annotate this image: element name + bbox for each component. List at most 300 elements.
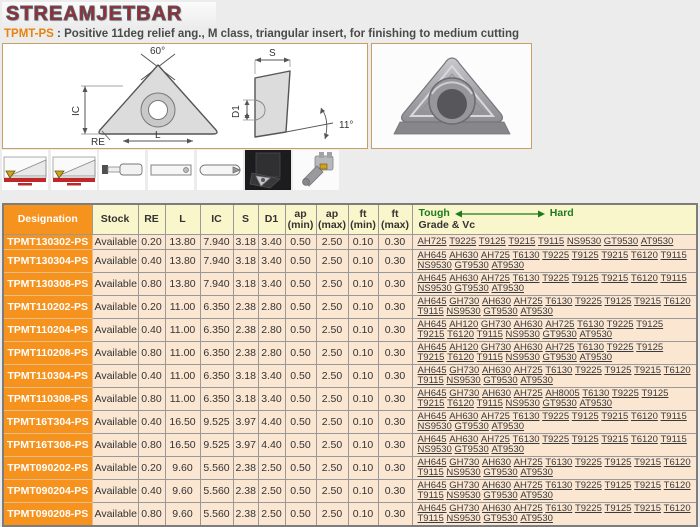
- grade-link[interactable]: GH730: [449, 388, 480, 399]
- stock-cell: Available: [92, 411, 138, 434]
- grade-link[interactable]: GH730: [480, 319, 512, 330]
- grade-link[interactable]: AH725: [480, 250, 510, 261]
- l-cell: 11.00: [165, 365, 200, 388]
- grade-link[interactable]: T6130: [512, 250, 540, 261]
- grade-link[interactable]: T9215: [508, 236, 536, 247]
- grade-link[interactable]: AH630: [481, 365, 512, 376]
- grade-link[interactable]: T6120: [663, 457, 691, 468]
- d1-cell: 4.40: [258, 411, 285, 434]
- grade-link[interactable]: NS9530: [417, 444, 452, 455]
- s-cell: 3.97: [233, 434, 258, 457]
- boring-bar-icon: [51, 150, 97, 190]
- holder-thumbnail-round-bar[interactable]: [197, 150, 243, 190]
- grade-link[interactable]: T9225: [542, 273, 570, 284]
- grade-link[interactable]: T9215: [417, 352, 445, 363]
- re-cell: 0.20: [138, 235, 165, 250]
- grades-cell: [412, 296, 697, 319]
- grade-link[interactable]: NS9530: [505, 352, 540, 363]
- grade-link[interactable]: AH725: [513, 480, 543, 491]
- grade-link[interactable]: AH630: [481, 388, 512, 399]
- grades-cell: [412, 434, 697, 457]
- grade-link[interactable]: AT9530: [640, 236, 674, 247]
- grade-link[interactable]: AH645: [417, 365, 447, 376]
- grade-link[interactable]: T9225: [606, 342, 634, 353]
- ic-cell: 5.560: [200, 480, 233, 503]
- grade-link[interactable]: T9225: [542, 411, 570, 422]
- grade-link[interactable]: T6130: [577, 342, 604, 353]
- title-separator: :: [53, 28, 65, 40]
- designation-cell[interactable]: TPMT090202-PS: [3, 457, 92, 480]
- grade-link[interactable]: T9215: [601, 434, 629, 445]
- grade-link[interactable]: GH730: [449, 296, 480, 307]
- grade-link[interactable]: T9225: [542, 250, 570, 261]
- ic-cell: 6.350: [200, 365, 233, 388]
- ic-dimension-label: IC: [71, 106, 82, 116]
- grade-link[interactable]: AH645: [417, 434, 447, 445]
- grade-link[interactable]: AT9530: [579, 329, 613, 340]
- grades-cell: [412, 319, 697, 342]
- grade-link[interactable]: AH725: [545, 319, 575, 330]
- designation-cell[interactable]: TPMT130308-PS: [3, 273, 92, 296]
- grade-link[interactable]: T9215: [601, 411, 629, 422]
- grade-link[interactable]: T6120: [663, 503, 691, 514]
- s-cell: 3.18: [233, 388, 258, 411]
- grade-link[interactable]: AH725: [417, 236, 447, 247]
- grade-link[interactable]: T9215: [634, 365, 662, 376]
- grade-link[interactable]: T9115: [660, 411, 687, 422]
- grade-link[interactable]: T6130: [577, 319, 604, 330]
- grade-link[interactable]: AT9530: [520, 375, 553, 386]
- grade-link[interactable]: T9125: [604, 503, 632, 514]
- re-cell: 0.20: [138, 296, 165, 319]
- grade-link[interactable]: AH630: [481, 457, 512, 468]
- s-cell: 2.38: [233, 457, 258, 480]
- ap-max-cell: 2.50: [316, 319, 348, 342]
- table-header-row: [3, 204, 697, 235]
- grade-link[interactable]: AH630: [481, 503, 512, 514]
- grade-link[interactable]: AT9530: [491, 260, 525, 271]
- grade-link[interactable]: GT9530: [542, 352, 577, 363]
- grade-link[interactable]: T9225: [542, 434, 570, 445]
- grade-link[interactable]: T9125: [604, 457, 632, 468]
- grade-link[interactable]: AH725: [513, 365, 543, 376]
- s-cell: 3.18: [233, 250, 258, 273]
- d1-cell: 2.80: [258, 296, 285, 319]
- grade-link[interactable]: NS9530: [417, 260, 452, 271]
- ap-max-cell: 2.50: [316, 342, 348, 365]
- grades-cell: [412, 388, 697, 411]
- ic-cell: 7.940: [200, 273, 233, 296]
- grade-link[interactable]: T9125: [571, 411, 599, 422]
- grade-link[interactable]: NS9530: [446, 513, 481, 524]
- col-header-re: RE: [138, 204, 165, 235]
- grade-link[interactable]: T6130: [512, 434, 540, 445]
- ap-min-cell: 0.50: [285, 319, 316, 342]
- grade-link[interactable]: T6130: [545, 480, 573, 491]
- grade-link[interactable]: GT9530: [454, 444, 489, 455]
- ap-max-cell: 2.50: [316, 434, 348, 457]
- grade-link[interactable]: NS9530: [446, 467, 481, 478]
- l-cell: 11.00: [165, 388, 200, 411]
- grade-link[interactable]: GH730: [449, 457, 480, 468]
- grade-link[interactable]: T6130: [545, 365, 573, 376]
- stock-cell: Available: [92, 296, 138, 319]
- grade-link[interactable]: AT9530: [579, 352, 613, 363]
- s-cell: 2.38: [233, 503, 258, 527]
- insert-photo-image: [372, 44, 531, 148]
- designation-cell[interactable]: TPMT110204-PS: [3, 319, 92, 342]
- grade-link[interactable]: AH645: [417, 250, 447, 261]
- designation-cell[interactable]: TPMT16T308-PS: [3, 434, 92, 457]
- grade-link[interactable]: AH120: [449, 319, 479, 330]
- designation-cell[interactable]: TPMT090208-PS: [3, 503, 92, 527]
- s-cell: 3.18: [233, 235, 258, 250]
- grade-link[interactable]: AH630: [449, 411, 479, 422]
- designation-cell[interactable]: TPMT110208-PS: [3, 342, 92, 365]
- stock-cell: Available: [92, 388, 138, 411]
- grade-link[interactable]: T9115: [417, 490, 444, 501]
- designation-cell[interactable]: TPMT110202-PS: [3, 296, 92, 319]
- l-cell: 13.80: [165, 235, 200, 250]
- l-cell: 9.60: [165, 503, 200, 527]
- series-description: Positive 11deg relief ang., M class, triangular insert, for finishing to medium cutting: [64, 28, 520, 40]
- grade-link[interactable]: T9115: [417, 306, 444, 317]
- grade-link[interactable]: T9225: [574, 365, 602, 376]
- grade-link[interactable]: T6120: [663, 365, 691, 376]
- grade-link[interactable]: AH725: [480, 411, 510, 422]
- grade-link[interactable]: AH725: [480, 273, 510, 284]
- stock-cell: Available: [92, 342, 138, 365]
- grade-link[interactable]: AT9530: [520, 490, 553, 501]
- grade-link[interactable]: GH730: [480, 342, 512, 353]
- grade-link[interactable]: AH645: [417, 480, 447, 491]
- ap-max-cell: 2.50: [316, 457, 348, 480]
- grade-link[interactable]: AH630: [449, 273, 479, 284]
- grade-link[interactable]: T6120: [447, 329, 475, 340]
- grade-link[interactable]: AT9530: [491, 421, 525, 432]
- grade-link[interactable]: T9125: [478, 236, 506, 247]
- ft-min-cell: 0.10: [348, 342, 378, 365]
- grade-link[interactable]: GT9530: [483, 306, 518, 317]
- ft-max-cell: 0.30: [378, 342, 412, 365]
- grade-link[interactable]: AH630: [513, 342, 543, 353]
- designation-cell[interactable]: TPMT16T304-PS: [3, 411, 92, 434]
- square-bar-icon: [148, 150, 194, 190]
- grade-link[interactable]: T6130: [545, 503, 573, 514]
- d1-cell: 3.40: [258, 273, 285, 296]
- l-cell: 16.50: [165, 434, 200, 457]
- grade-link[interactable]: T6120: [447, 352, 475, 363]
- grade-link[interactable]: NS9530: [505, 329, 540, 340]
- grade-link[interactable]: AH725: [513, 296, 543, 307]
- designation-cell[interactable]: TPMT130302-PS: [3, 235, 92, 250]
- grade-link[interactable]: AH8005: [545, 388, 580, 399]
- grade-link[interactable]: GT9530: [454, 421, 489, 432]
- grade-link[interactable]: NS9530: [566, 236, 602, 247]
- grade-link[interactable]: T9125: [636, 319, 664, 330]
- grade-link[interactable]: GT9530: [483, 513, 518, 524]
- grade-link[interactable]: T9215: [634, 503, 662, 514]
- table-row: [3, 457, 697, 480]
- table-row: [3, 503, 697, 527]
- designation-cell[interactable]: TPMT110308-PS: [3, 388, 92, 411]
- grade-link[interactable]: GT9530: [542, 398, 577, 409]
- l-cell: 13.80: [165, 273, 200, 296]
- grade-link[interactable]: T9125: [604, 365, 632, 376]
- holder-thumbnail-square-bar[interactable]: [148, 150, 194, 190]
- grade-link[interactable]: T9125: [636, 342, 664, 353]
- grade-link[interactable]: T9215: [634, 296, 662, 307]
- ap-min-cell: 0.50: [285, 273, 316, 296]
- s-dimension-label: S: [269, 48, 276, 59]
- ft-min-cell: 0.10: [348, 411, 378, 434]
- s-cell: 3.97: [233, 411, 258, 434]
- grade-link[interactable]: AH645: [417, 388, 447, 399]
- col-header-ft-max: ft (max): [378, 204, 412, 235]
- grade-link[interactable]: NS9530: [446, 490, 481, 501]
- grade-link[interactable]: T9115: [476, 398, 503, 409]
- grade-link[interactable]: NS9530: [417, 421, 452, 432]
- designation-cell[interactable]: TPMT130304-PS: [3, 250, 92, 273]
- d1-dimension-label: D1: [231, 105, 242, 118]
- grade-link[interactable]: GT9530: [603, 236, 639, 247]
- grade-link[interactable]: T9115: [417, 467, 444, 478]
- grade-link[interactable]: T9125: [571, 250, 599, 261]
- grade-link[interactable]: AT9530: [520, 513, 553, 524]
- grade-link[interactable]: T9115: [660, 273, 687, 284]
- d1-cell: 3.40: [258, 388, 285, 411]
- grade-link[interactable]: T9115: [476, 329, 503, 340]
- ft-max-cell: 0.30: [378, 434, 412, 457]
- holder-thumbnail-cartridge-selected[interactable]: [245, 150, 291, 190]
- ap-max-cell: 2.50: [316, 296, 348, 319]
- grades-cell: [412, 273, 697, 296]
- grade-link[interactable]: AH645: [417, 296, 447, 307]
- col-header-grade: [412, 204, 697, 235]
- l-cell: 9.60: [165, 480, 200, 503]
- grade-link[interactable]: GH730: [449, 365, 480, 376]
- col-header-ap-min: ap (min): [285, 204, 316, 235]
- l-cell: 11.00: [165, 342, 200, 365]
- ft-min-cell: 0.10: [348, 273, 378, 296]
- grade-link[interactable]: AT9530: [491, 444, 525, 455]
- grade-link[interactable]: GT9530: [483, 467, 518, 478]
- angle-11-label: 11°: [339, 120, 354, 131]
- modular-head-icon: [293, 150, 339, 190]
- grade-link[interactable]: AH645: [417, 457, 447, 468]
- grade-link[interactable]: T6120: [630, 273, 658, 284]
- grade-link[interactable]: NS9530: [446, 375, 481, 386]
- d1-cell: 2.50: [258, 503, 285, 527]
- grades-cell: [412, 250, 697, 273]
- ft-max-cell: 0.30: [378, 273, 412, 296]
- ft-max-cell: 0.30: [378, 503, 412, 527]
- grade-link[interactable]: T9115: [417, 513, 444, 524]
- holder-thumbnail-internal-boring-2[interactable]: [51, 150, 97, 190]
- grade-link[interactable]: AH630: [481, 480, 512, 491]
- grade-link[interactable]: T9115: [476, 352, 503, 363]
- grade-link[interactable]: T9225: [574, 296, 602, 307]
- holder-thumbnail-internal-boring-1[interactable]: [2, 150, 48, 190]
- grade-link[interactable]: T6130: [545, 296, 573, 307]
- grade-link[interactable]: T9215: [417, 398, 445, 409]
- ap-max-cell: 2.50: [316, 480, 348, 503]
- ft-min-cell: 0.10: [348, 503, 378, 527]
- re-dimension-label: RE: [91, 137, 105, 148]
- holder-thumbnail-modular-head[interactable]: [293, 150, 339, 190]
- ft-min-cell: 0.10: [348, 388, 378, 411]
- grade-link[interactable]: AT9530: [579, 398, 613, 409]
- insert-drawing: [3, 44, 367, 148]
- grade-link[interactable]: AH120: [449, 342, 479, 353]
- grade-link[interactable]: AH630: [481, 296, 512, 307]
- grade-link[interactable]: T9215: [601, 273, 629, 284]
- l-cell: 11.00: [165, 296, 200, 319]
- grade-link[interactable]: AT9530: [520, 306, 553, 317]
- table-row: [3, 388, 697, 411]
- re-cell: 0.80: [138, 503, 165, 527]
- grade-link[interactable]: AH645: [417, 319, 447, 330]
- grade-link[interactable]: T6130: [545, 457, 573, 468]
- ic-cell: 6.350: [200, 342, 233, 365]
- grade-link[interactable]: AH630: [513, 319, 543, 330]
- grade-link[interactable]: T9225: [611, 388, 639, 399]
- ft-min-cell: 0.10: [348, 480, 378, 503]
- insert-spec-table: [2, 203, 698, 527]
- ft-max-cell: 0.30: [378, 319, 412, 342]
- designation-cell[interactable]: TPMT090204-PS: [3, 480, 92, 503]
- grade-link[interactable]: GT9530: [454, 283, 489, 294]
- ft-min-cell: 0.10: [348, 319, 378, 342]
- ft-max-cell: 0.30: [378, 411, 412, 434]
- col-header-s: S: [233, 204, 258, 235]
- ap-min-cell: 0.50: [285, 296, 316, 319]
- grade-link[interactable]: AH645: [417, 342, 447, 353]
- table-row: [3, 480, 697, 503]
- s-cell: 2.38: [233, 319, 258, 342]
- grade-link[interactable]: GH730: [449, 503, 480, 514]
- table-row: [3, 250, 697, 273]
- grade-link[interactable]: AT9530: [520, 467, 553, 478]
- grade-link[interactable]: T9125: [604, 296, 632, 307]
- grade-link[interactable]: NS9530: [446, 306, 481, 317]
- grade-link[interactable]: T9225: [574, 457, 602, 468]
- grades-cell: [412, 235, 697, 250]
- grade-link[interactable]: GH730: [449, 480, 480, 491]
- grade-link[interactable]: AH725: [480, 434, 510, 445]
- col-header-l: L: [165, 204, 200, 235]
- d1-cell: 3.40: [258, 365, 285, 388]
- grade-link[interactable]: GT9530: [542, 329, 577, 340]
- ap-max-cell: 2.50: [316, 235, 348, 250]
- holder-thumbnail-straight-shank[interactable]: [99, 150, 145, 190]
- grade-link[interactable]: T9115: [660, 250, 687, 261]
- grade-link[interactable]: T9125: [571, 273, 599, 284]
- grade-link[interactable]: T9225: [574, 480, 602, 491]
- grade-link[interactable]: T9115: [537, 236, 565, 247]
- grade-link[interactable]: AH645: [417, 503, 447, 514]
- s-cell: 2.38: [233, 342, 258, 365]
- grade-link[interactable]: T6120: [663, 296, 691, 307]
- grade-link[interactable]: T6120: [447, 398, 475, 409]
- grade-link[interactable]: NS9530: [417, 283, 452, 294]
- brand-logo-text: STREAMJETBAR: [6, 2, 183, 25]
- grade-link[interactable]: AH645: [417, 411, 447, 422]
- grade-link[interactable]: T9225: [606, 319, 634, 330]
- stock-cell: Available: [92, 480, 138, 503]
- grade-link[interactable]: T9225: [574, 503, 602, 514]
- grade-link[interactable]: T6130: [582, 388, 610, 399]
- boring-bar-icon: [2, 150, 48, 190]
- grade-link[interactable]: GT9530: [454, 260, 489, 271]
- ap-max-cell: 2.50: [316, 273, 348, 296]
- brand-logo: [2, 2, 216, 26]
- stock-cell: Available: [92, 365, 138, 388]
- grades-cell: [412, 503, 697, 527]
- grade-link[interactable]: T6130: [512, 411, 540, 422]
- grade-link[interactable]: T6130: [512, 273, 540, 284]
- insert-photo: [371, 43, 532, 149]
- ic-cell: 9.525: [200, 434, 233, 457]
- grade-link[interactable]: T9215: [634, 480, 662, 491]
- grade-link[interactable]: T9115: [660, 434, 687, 445]
- straight-tool-icon: [99, 150, 145, 190]
- re-cell: 0.40: [138, 365, 165, 388]
- ic-cell: 9.525: [200, 411, 233, 434]
- grade-link[interactable]: NS9530: [505, 398, 540, 409]
- ft-min-cell: 0.10: [348, 250, 378, 273]
- grade-link[interactable]: T9215: [601, 250, 629, 261]
- grade-link[interactable]: T9115: [417, 375, 444, 386]
- grade-link[interactable]: T6120: [630, 250, 658, 261]
- grade-link[interactable]: AH630: [449, 434, 479, 445]
- grade-link[interactable]: AH725: [513, 503, 543, 514]
- grade-link[interactable]: GT9530: [483, 490, 518, 501]
- d1-cell: 3.40: [258, 235, 285, 250]
- grade-link[interactable]: AT9530: [491, 283, 525, 294]
- grade-link[interactable]: T6120: [630, 411, 658, 422]
- d1-cell: 4.40: [258, 434, 285, 457]
- table-row: [3, 342, 697, 365]
- grade-link[interactable]: T9125: [571, 434, 599, 445]
- grade-link[interactable]: AH645: [417, 273, 447, 284]
- grade-link[interactable]: T9225: [449, 236, 477, 247]
- stock-cell: Available: [92, 273, 138, 296]
- ap-min-cell: 0.50: [285, 388, 316, 411]
- grade-link[interactable]: T9125: [604, 480, 632, 491]
- grade-link[interactable]: AH630: [449, 250, 479, 261]
- grade-link[interactable]: AH725: [545, 342, 575, 353]
- d1-cell: 2.50: [258, 457, 285, 480]
- grade-link[interactable]: GT9530: [483, 375, 518, 386]
- ap-max-cell: 2.50: [316, 503, 348, 527]
- l-dimension-label: L: [155, 130, 161, 141]
- col-header-stock: Stock: [92, 204, 138, 235]
- grade-link[interactable]: AH725: [513, 388, 543, 399]
- table-row: [3, 296, 697, 319]
- ic-cell: 6.350: [200, 319, 233, 342]
- grades-cell: [412, 480, 697, 503]
- designation-cell[interactable]: TPMT110304-PS: [3, 365, 92, 388]
- grade-link[interactable]: T9125: [641, 388, 669, 399]
- grade-link[interactable]: T6120: [663, 480, 691, 491]
- grade-link[interactable]: AH725: [513, 457, 543, 468]
- ap-min-cell: 0.50: [285, 434, 316, 457]
- grade-link[interactable]: T9215: [417, 329, 445, 340]
- grade-link[interactable]: T9215: [634, 457, 662, 468]
- grade-link[interactable]: T6120: [630, 434, 658, 445]
- l-cell: 9.60: [165, 457, 200, 480]
